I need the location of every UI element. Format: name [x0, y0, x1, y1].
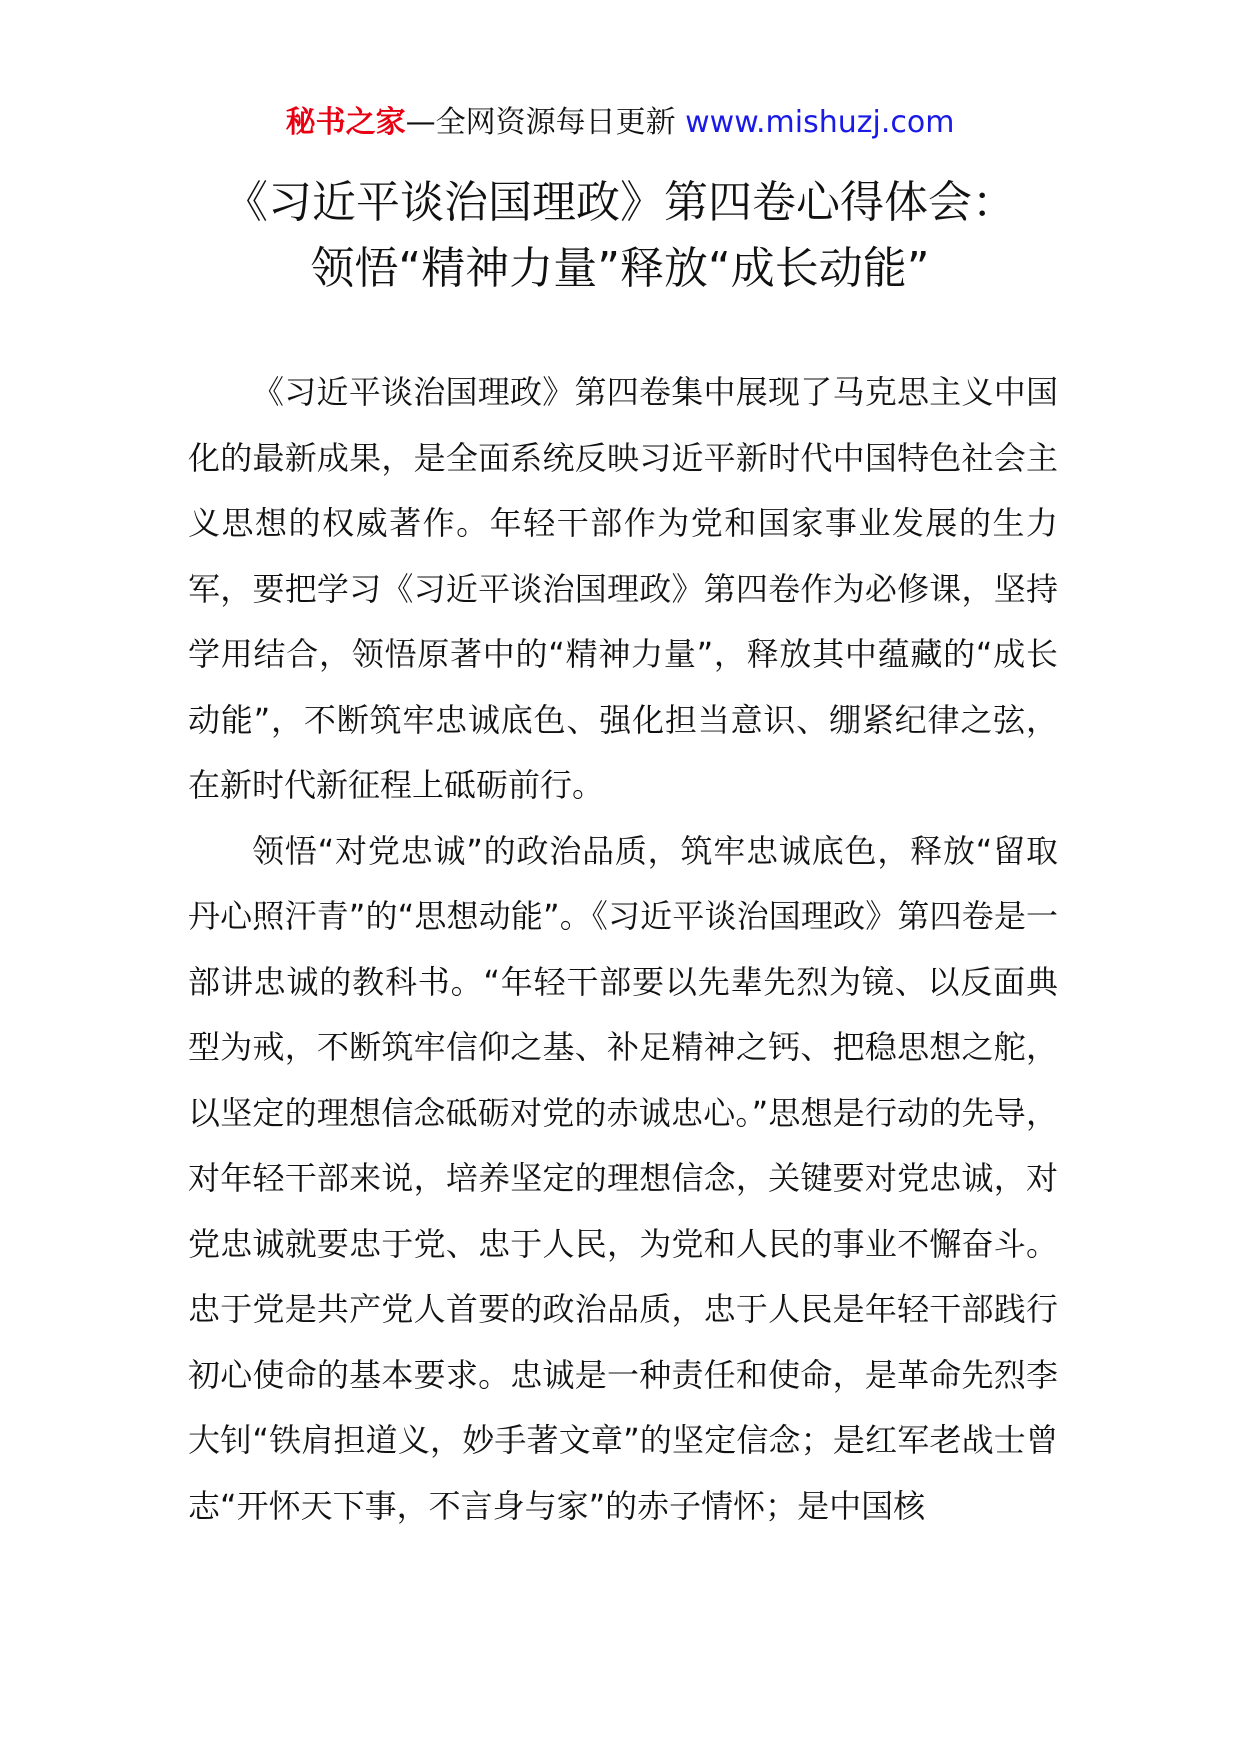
document-body — [188, 360, 1058, 1539]
document-title — [0, 170, 1240, 302]
site-header — [0, 100, 1240, 146]
site-url-link[interactable]: www.mishuzj.com — [685, 105, 955, 140]
paragraph-2: 领悟“对党忠诚”的政治品质，筑牢忠诚底色，释放“留取丹心照汗青”的“思想动能”。《习近平谈治国理政》第四卷是一部讲忠诚的教科书。“年轻干部要以先辈先烈为镜、以反面典型为戒，不断筑牢信仰之基、补足精神之钙、把稳思想之舵，以坚定的理想信念砥砺对党的赤诚忠心。”思想是行动的先导，对年轻干部来说，培养坚定的理想信念，关键要对党忠诚，对党忠诚就要忠于党、忠于人民，为党和人民的事业不懈奋斗。忠于党是共产党人首要的政治品质，忠于人民是年轻干部践行初心使命的基本要求。忠诚是一种责任和使命，是革命先烈李大钊“铁肩担道义，妙手著文章”的坚定信念；是红军老战士曾志“开怀天下事，不言身与家”的赤子情怀；是中国核 — [188, 831, 1058, 1525]
brand-name: 秘书之家 — [285, 105, 406, 140]
title-line-2: 领悟“精神力量”释放“成长动能” — [310, 243, 930, 294]
paragraph-1: 《习近平谈治国理政》第四卷集中展现了马克思主义中国化的最新成果，是全面系统反映习近平新时代中国特色社会主义思想的权威著作。年轻干部作为党和国家事业发展的生力军，要把学习《习近平谈治国理政》第四卷作为必修课，坚持学用结合，领悟原著中的“精神力量”，释放其中蕴藏的“成长动能”，不断筑牢忠诚底色、强化担当意识、绷紧纪律之弦，在新时代新征程上砥砺前行。 — [188, 373, 1058, 804]
site-slogan: —全网资源每日更新 — [405, 105, 676, 140]
title-line-1: 《习近平谈治国理政》第四卷心得体会： — [224, 177, 1016, 228]
